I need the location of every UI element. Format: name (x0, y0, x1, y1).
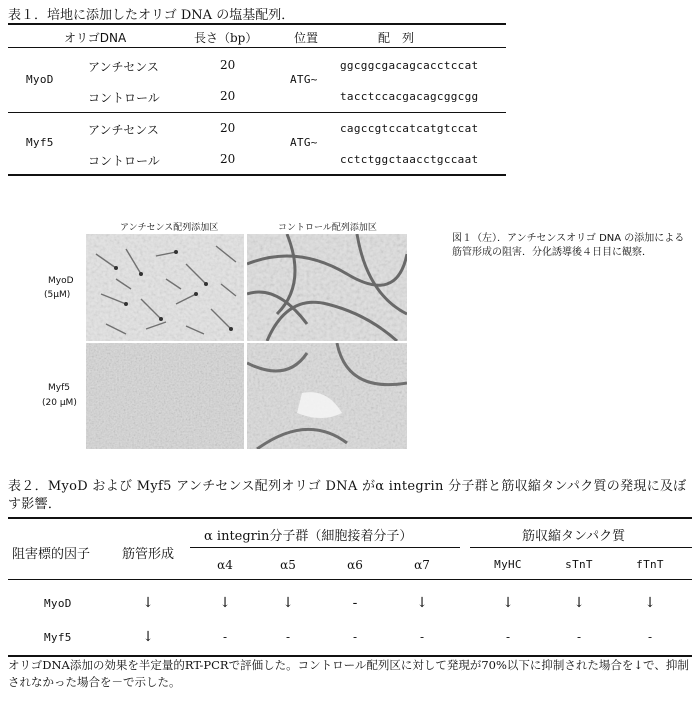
table1-length: 20 (220, 152, 236, 166)
figure1-row-conc: (20 μM) (42, 398, 77, 408)
table1-sequence: cagccgtccatcatgtccat (340, 122, 479, 135)
table1-length: 20 (220, 58, 236, 72)
table1-length: 20 (220, 121, 236, 135)
table2-cell: - (352, 630, 358, 644)
table1-position: ATG~ (290, 73, 318, 86)
table1-header-oligo: オリゴDNA (64, 31, 127, 45)
table1-bottom-rule (8, 174, 506, 176)
table2-cell: ↓ (219, 595, 231, 611)
table1-title: 表１．培地に添加したオリゴ DNA の塩基配列． (8, 8, 295, 23)
table1-type: アンチセンス (88, 60, 159, 74)
table1-header-sequence: 配 列 (378, 31, 415, 45)
figure1-row-conc: (5μM) (44, 290, 71, 300)
table2-header-factor: 阻害標的因子 (12, 547, 91, 562)
table1-type: アンチセンス (88, 123, 159, 137)
table1-top-rule (8, 23, 506, 25)
table2-cell: ↓ (502, 595, 514, 611)
table2-header-myotube: 筋管形成 (122, 547, 175, 562)
table2-cell: - (576, 630, 582, 644)
table2-subheader: α6 (347, 558, 363, 572)
table1-group-name: MyoD (26, 73, 54, 86)
figure1-col-header: アンチセンス配列添加区 (120, 223, 219, 233)
table1-header-rule (8, 47, 506, 48)
table1-header-length: 長さ（bp） (194, 31, 258, 45)
table2-cell: - (647, 630, 653, 644)
figure1-row-label: Myf5 (48, 383, 70, 393)
table2-cell: ↓ (416, 595, 428, 611)
table2-cell: - (285, 630, 291, 644)
table1-length: 20 (220, 89, 236, 103)
table2-subheader: fTnT (636, 558, 664, 571)
table1-sequence: cctctggctaacctgccaat (340, 153, 479, 166)
table1-group-rule (8, 112, 506, 113)
table2-cell: - (222, 630, 228, 644)
micrograph-myf5-antisense (86, 343, 244, 449)
table2-muscle-underline (470, 547, 692, 548)
table1-sequence: ggcggcgacagcacctccat (340, 59, 479, 72)
table2-cell: - (419, 630, 425, 644)
table2-cell: ↓ (282, 595, 294, 611)
table2-subheader: α7 (414, 558, 430, 572)
table1-type: コントロール (88, 154, 160, 168)
table2-group-muscle: 筋収縮タンパク質 (522, 529, 626, 544)
table1-group-name: Myf5 (26, 136, 54, 149)
figure1-row-label: MyoD (48, 276, 74, 286)
table2-title: 表２．MyoD および Myf5 アンチセンス配列オリゴ DNA がα integrin 分子群と筋収縮タンパク質の発現に及ぼす影響． (8, 479, 687, 512)
micrograph-myod-control (247, 234, 407, 341)
table2-subheader: MyHC (494, 558, 522, 571)
table2-note: オリゴDNA添加の効果を半定量的RT-PCRで評価した。コントロール配列区に対して発現が70%以下に抑制された場合を↓で、抑制されなかった場合を－で示した。 (8, 658, 689, 689)
table2-header-rule (8, 579, 692, 580)
micrograph-myod-antisense (86, 234, 244, 341)
table2-cell: - (505, 630, 511, 644)
table2-subheader: sTnT (565, 558, 593, 571)
micrograph-myf5-control (247, 343, 407, 449)
table2-integrin-underline (190, 547, 460, 548)
table2-cell: - (352, 595, 358, 611)
figure1-caption: 図１（左）．アンチセンスオリゴ DNA の添加による筋管形成の阻害．分化誘導後４日目に観察． (452, 233, 685, 258)
table1-header-position: 位置 (294, 31, 319, 45)
table1-type: コントロール (88, 91, 160, 105)
table2-row-factor: Myf5 (44, 631, 72, 644)
table1-position: ATG~ (290, 136, 318, 149)
table2-subheader: α4 (217, 558, 233, 572)
table2-group-integrin: α integrin分子群（細胞接着分子） (204, 529, 413, 544)
table2-row-myotube: ↓ (142, 629, 154, 645)
table2-cell: ↓ (644, 595, 656, 611)
table2-top-rule (8, 517, 692, 519)
table1-sequence: tacctccacgacagcggcgg (340, 90, 479, 103)
figure1-col-header: コントロール配列添加区 (278, 223, 377, 233)
table2-subheader: α5 (280, 558, 296, 572)
table2-cell: ↓ (573, 595, 585, 611)
table2-row-myotube: ↓ (142, 595, 154, 611)
table2-row-factor: MyoD (44, 597, 72, 610)
